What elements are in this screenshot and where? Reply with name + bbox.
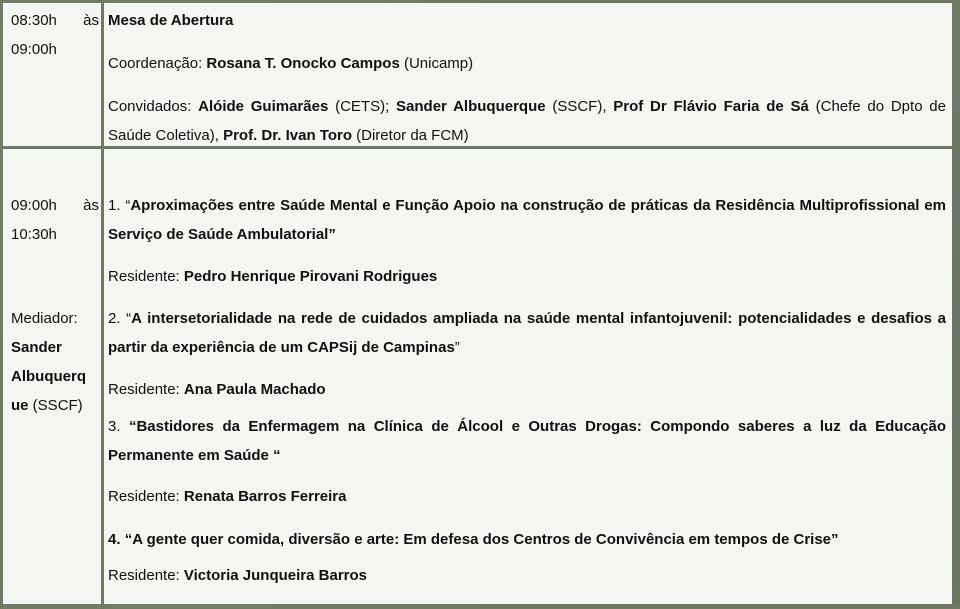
presentation-title: 3. “Bastidores da Enfermagem na Clínica de Álcool e Outras Drogas: Compondo saberes a luz da Educação Permanente em Saúde “ bbox=[108, 418, 946, 464]
resident: Residente: Ana Paula Machado bbox=[108, 381, 326, 398]
resident: Residente: Pedro Henrique Pirovani Rodrigues bbox=[108, 268, 438, 285]
mediator-name: Sander bbox=[11, 339, 62, 356]
session-title: Mesa de Abertura bbox=[108, 12, 234, 29]
time-range: 08:30h às bbox=[11, 12, 99, 29]
time-end: 10:30h bbox=[11, 226, 57, 243]
presentation-title: 1. “Aproximações entre Saúde Mental e Função Apoio na construção de práticas da Residência Multiprofissional em Serviço de Saúde Ambulatorial” bbox=[108, 197, 946, 243]
resident: Residente: Renata Barros Ferreira bbox=[108, 488, 347, 505]
time-cell bbox=[3, 3, 104, 146]
time-cell bbox=[3, 149, 104, 609]
presentation-title: 2. “A intersetorialidade na rede de cuidados ampliada na saúde mental infantojuvenil: potencialidades e desafios a partir da experiência de um CAPSij de Campinas” bbox=[108, 310, 946, 356]
mediator-label: Mediador: bbox=[11, 310, 78, 327]
time-range: 09:00h às bbox=[11, 197, 99, 214]
guests: Convidados: Alóide Guimarães (CETS); Sander Albuquerque (SSCF), Prof Dr Flávio Faria de Sá (Chefe do Dpto de Saúde Coletiva), Prof. Dr. Ivan Toro (Diretor da FCM) bbox=[108, 98, 946, 144]
mediator-name: ue (SSCF) bbox=[11, 397, 83, 414]
mediator-name: Albuquerq bbox=[11, 368, 86, 385]
time-end: 09:00h bbox=[11, 41, 57, 58]
schedule-table bbox=[3, 3, 952, 604]
resident: Residente: Victoria Junqueira Barros bbox=[108, 567, 368, 584]
schedule-row-presentations bbox=[3, 149, 952, 609]
presentation-title: 4. “A gente quer comida, diversão e arte: Em defesa dos Centros de Convivência em tempos de Crise” bbox=[108, 531, 839, 548]
schedule-row-opening bbox=[3, 3, 952, 146]
coordination: Coordenação: Rosana T. Onocko Campos (Unicamp) bbox=[108, 55, 474, 72]
